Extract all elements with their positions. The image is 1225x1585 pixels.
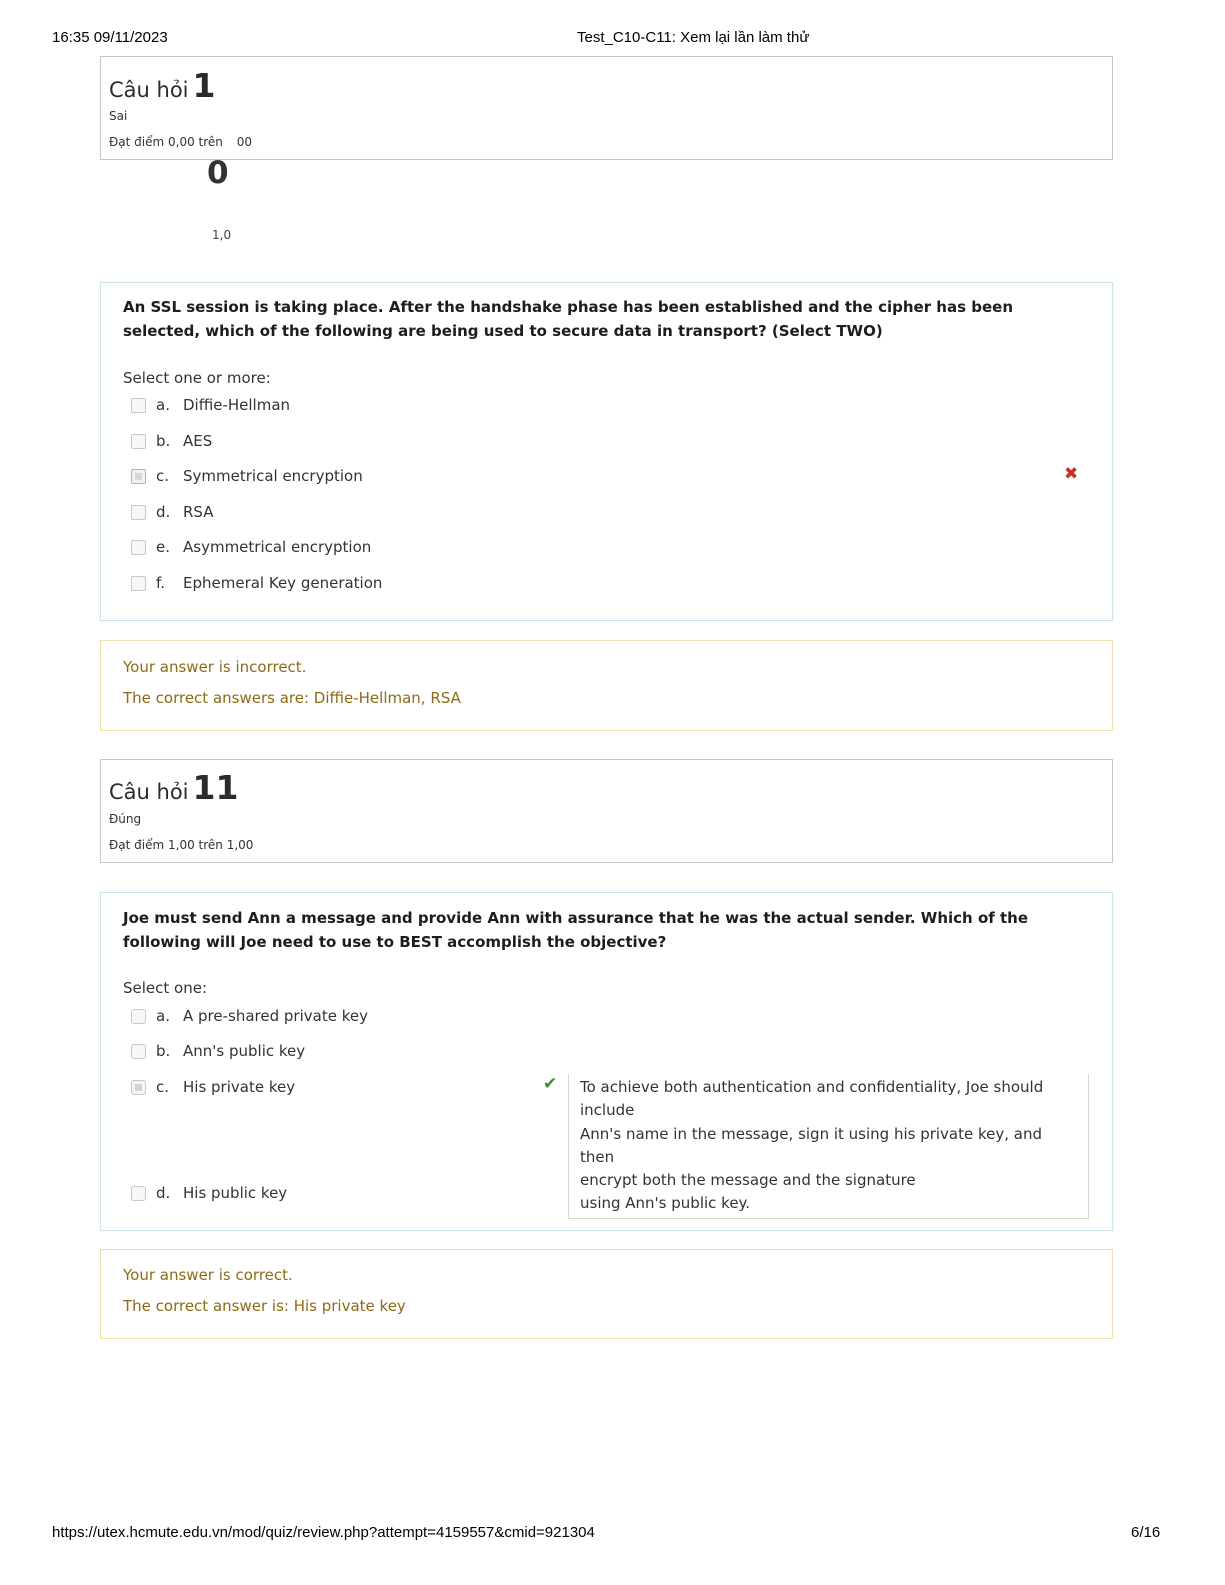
question-number: 11 — [192, 768, 239, 807]
question-11-info — [100, 759, 1113, 863]
print-page-number: 6/16 — [1131, 1524, 1161, 1541]
answer-letter: b. — [156, 1042, 171, 1060]
grade-overflow-digit: 0 — [207, 155, 229, 191]
answer-label: Ann's public key — [183, 1042, 306, 1060]
question-text: Joe must send Ann a message and provide Ann with assurance that he was the actual sender. Which of the following will Joe need to use to BEST accomplish the objective? — [123, 909, 1029, 951]
question-title-label: Câu hỏi — [109, 780, 189, 804]
answer-option-d[interactable] — [131, 1182, 287, 1204]
answer-letter: c. — [156, 467, 170, 485]
outcome-correct-answers: The correct answers are: Diffie-Hellman, RSA — [123, 689, 461, 707]
answer-radio[interactable] — [131, 1186, 146, 1201]
answer-label: AES — [183, 432, 213, 450]
answer-option-d[interactable] — [131, 501, 213, 523]
answer-radio[interactable] — [131, 1009, 146, 1024]
answer-checkbox-checked[interactable] — [131, 469, 146, 484]
incorrect-x-icon: ✖ — [1064, 464, 1079, 483]
question-title-label: Câu hỏi — [109, 78, 189, 102]
feedback-line: Ann's name in the message, sign it using his private key, and then — [580, 1124, 1043, 1166]
answer-letter: d. — [156, 503, 171, 521]
feedback-line: encrypt both the message and the signature — [580, 1171, 916, 1190]
correct-check-icon: ✔ — [543, 1074, 558, 1093]
question-11-content — [100, 892, 1113, 1231]
print-timestamp: 16:35 09/11/2023 — [52, 29, 168, 46]
answer-label: Ephemeral Key generation — [183, 574, 383, 592]
outcome-status: Your answer is incorrect. — [123, 658, 307, 676]
answer-option-f[interactable] — [131, 572, 382, 594]
print-page-title: Test_C10-C11: Xem lại lần làm thử — [577, 29, 810, 46]
question-11-title — [109, 768, 238, 807]
answer-option-e[interactable] — [131, 536, 371, 558]
answer-prompt: Select one: — [123, 979, 208, 997]
specific-feedback — [568, 1074, 1089, 1219]
answer-prompt: Select one or more: — [123, 369, 271, 387]
question-11-outcome — [100, 1249, 1113, 1339]
answer-label: His public key — [183, 1184, 288, 1202]
question-text: An SSL session is taking place. After the handshake phase has been established and the cipher has been selected, which of the following are being used to secure data in transport? (Select TWO) — [123, 298, 1014, 340]
feedback-line: using Ann's public key. — [580, 1194, 751, 1213]
answer-label: Symmetrical encryption — [183, 467, 363, 485]
answer-radio[interactable] — [131, 1044, 146, 1059]
answer-option-c[interactable] — [131, 465, 363, 487]
print-url: https://utex.hcmute.edu.vn/mod/quiz/review.php?attempt=4159557&cmid=921304 — [52, 1524, 595, 1541]
answer-letter: a. — [156, 396, 170, 414]
answer-option-a[interactable] — [131, 394, 290, 416]
question-1-content — [100, 282, 1113, 621]
answer-letter: b. — [156, 432, 171, 450]
answer-label: RSA — [183, 503, 214, 521]
answer-option-c[interactable] — [131, 1076, 295, 1098]
grade-overflow-max: 1,0 — [212, 228, 232, 242]
answer-checkbox[interactable] — [131, 434, 146, 449]
answer-letter: d. — [156, 1184, 171, 1202]
answer-letter: f. — [156, 574, 165, 592]
question-1-info — [100, 56, 1113, 160]
question-grade-text: Đạt điểm 0,00 trên — [109, 135, 223, 149]
answer-option-b[interactable] — [131, 1040, 305, 1062]
outcome-status: Your answer is correct. — [123, 1266, 293, 1284]
question-grade-overflow: 00 — [236, 135, 253, 149]
answer-option-b[interactable] — [131, 430, 212, 452]
answer-label: His private key — [183, 1078, 296, 1096]
question-state: Đúng — [109, 812, 142, 826]
outcome-correct-answer: The correct answer is: His private key — [123, 1297, 406, 1315]
answer-label: Asymmetrical encryption — [183, 538, 372, 556]
feedback-line: To achieve both authentication and confidentiality, Joe should include — [580, 1078, 1044, 1120]
answer-letter: c. — [156, 1078, 170, 1096]
question-number: 1 — [192, 66, 216, 105]
answer-checkbox[interactable] — [131, 398, 146, 413]
answer-radio-checked[interactable] — [131, 1080, 146, 1095]
answer-label: Diffie-Hellman — [183, 396, 291, 414]
answer-checkbox[interactable] — [131, 540, 146, 555]
answer-checkbox[interactable] — [131, 576, 146, 591]
question-1-title — [109, 66, 215, 105]
question-1-outcome — [100, 640, 1113, 731]
answer-option-a[interactable] — [131, 1005, 368, 1027]
question-grade: Đạt điểm 1,00 trên 1,00 — [109, 838, 254, 852]
answer-letter: a. — [156, 1007, 170, 1025]
answer-label: A pre-shared private key — [183, 1007, 368, 1025]
answer-letter: e. — [156, 538, 170, 556]
question-grade — [109, 135, 252, 149]
answer-checkbox[interactable] — [131, 505, 146, 520]
question-state: Sai — [109, 109, 128, 123]
